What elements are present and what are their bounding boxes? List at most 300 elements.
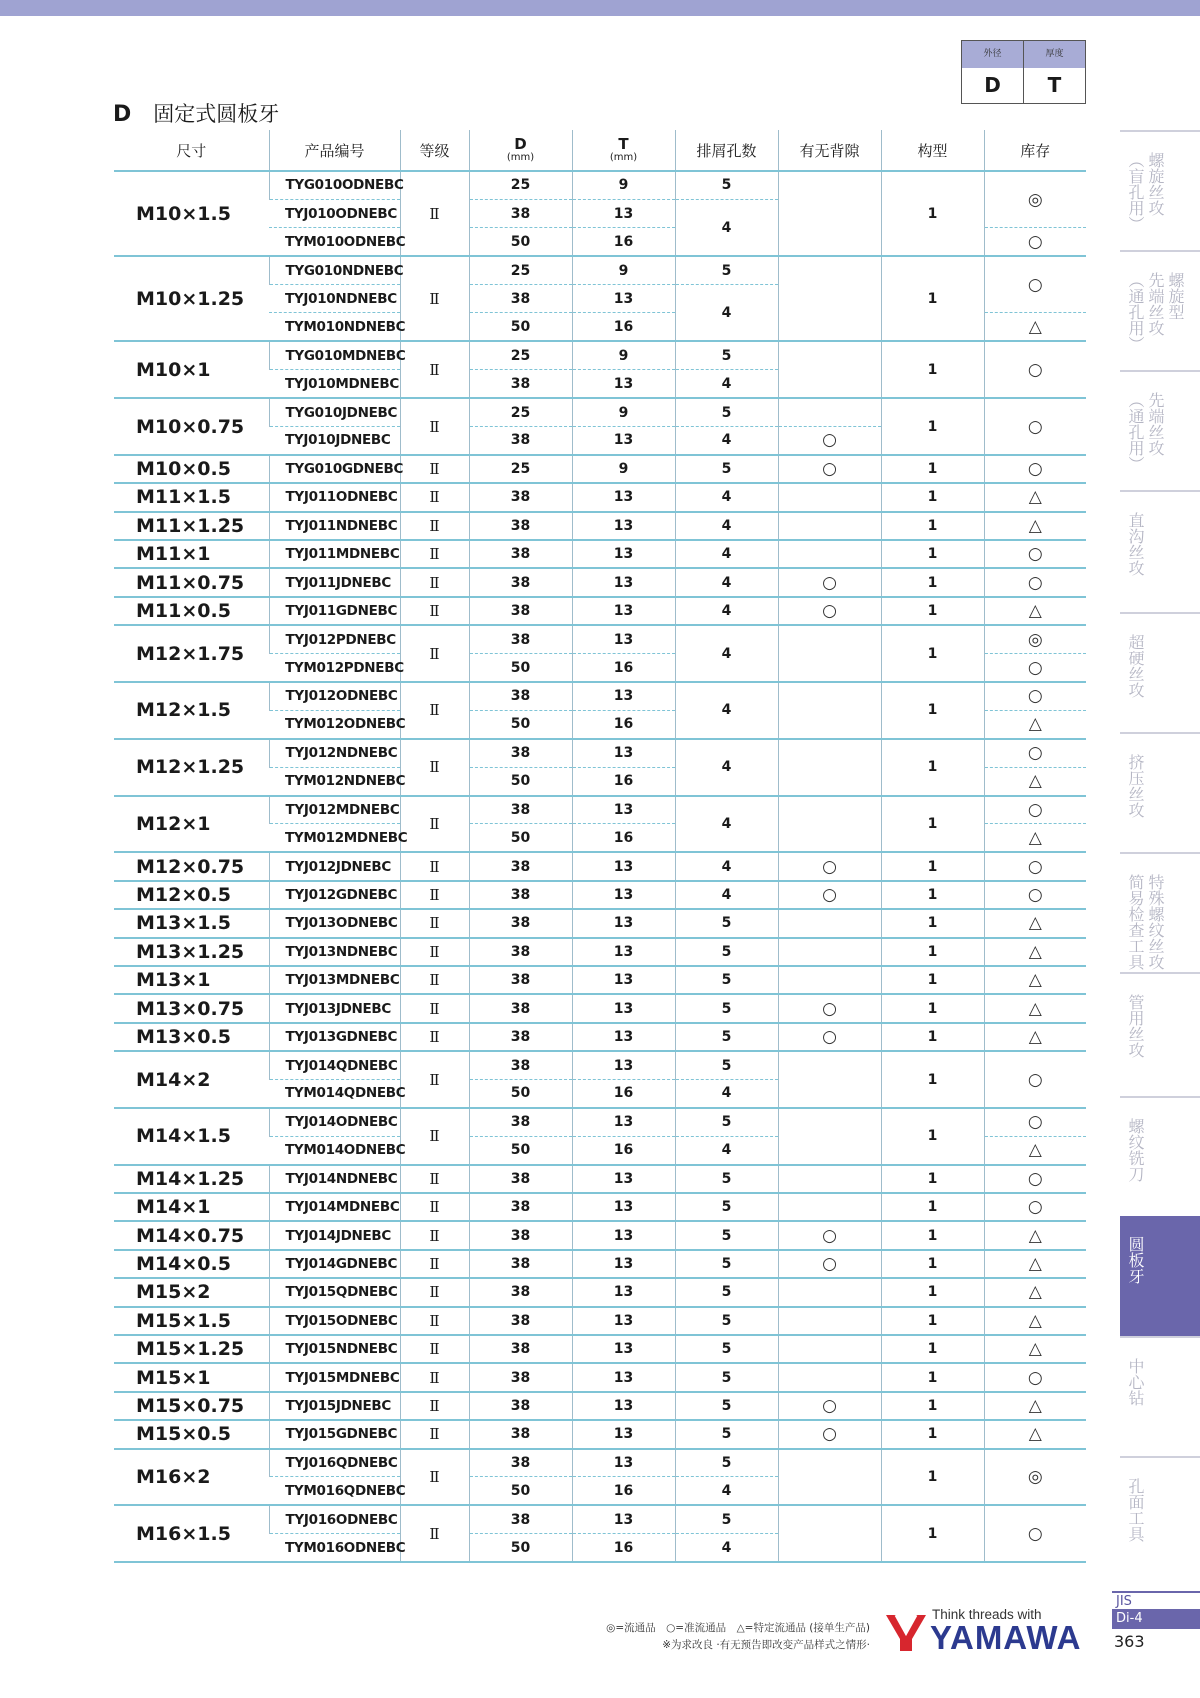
header-holes: 排屑孔数 xyxy=(675,130,778,171)
stock-mark: ○ xyxy=(984,1505,1086,1562)
relief-mark: ○ xyxy=(778,852,881,880)
product-code: TYJ013NDNEBC xyxy=(269,938,400,966)
thread-size: M14×1 xyxy=(114,1193,269,1221)
outer-diameter: 25 xyxy=(469,455,572,483)
thickness: 13 xyxy=(572,682,675,710)
outer-diameter: 38 xyxy=(469,483,572,511)
outer-diameter: 38 xyxy=(469,285,572,313)
chip-holes: 5 xyxy=(675,938,778,966)
table-row xyxy=(114,1221,1086,1249)
chip-holes: 4 xyxy=(675,597,778,625)
relief-mark xyxy=(778,540,881,568)
form-type: 1 xyxy=(881,568,984,596)
thread-size: M13×0.5 xyxy=(114,1023,269,1051)
grade: Ⅱ xyxy=(400,540,469,568)
chip-holes: 4 xyxy=(675,568,778,596)
product-code: TYJ014GDNEBC xyxy=(269,1250,400,1278)
grade: Ⅱ xyxy=(400,682,469,739)
product-code: TYG010MDNEBC xyxy=(269,341,400,369)
sidebar-tab-text: （通孔用） xyxy=(1126,272,1145,352)
table-row xyxy=(114,483,1086,511)
header-size: 尺寸 xyxy=(114,130,269,171)
thickness: 13 xyxy=(572,540,675,568)
thickness: 16 xyxy=(572,1080,675,1108)
grade: Ⅱ xyxy=(400,1193,469,1221)
grade: Ⅱ xyxy=(400,994,469,1022)
product-code: TYJ011JDNEBC xyxy=(269,568,400,596)
outer-diameter: 50 xyxy=(469,710,572,738)
thickness: 13 xyxy=(572,1392,675,1420)
thread-size: M12×1.5 xyxy=(114,682,269,739)
outer-diameter-symbol: D xyxy=(984,73,1001,97)
outer-diameter-header: 外径 xyxy=(983,49,1002,59)
product-code: TYJ010JDNEBC xyxy=(269,427,400,455)
header-form: 构型 xyxy=(881,130,984,171)
grade: Ⅱ xyxy=(400,796,469,853)
product-code: TYJ015QDNEBC xyxy=(269,1278,400,1306)
chip-holes: 4 xyxy=(675,1534,778,1562)
relief-mark: ○ xyxy=(778,1250,881,1278)
outer-diameter: 50 xyxy=(469,228,572,256)
chip-holes: 4 xyxy=(675,370,778,398)
form-type: 1 xyxy=(881,1108,984,1165)
table-row xyxy=(114,171,1086,199)
table-row xyxy=(114,1278,1086,1306)
thickness: 13 xyxy=(572,1278,675,1306)
form-type: 1 xyxy=(881,625,984,682)
outer-diameter: 38 xyxy=(469,512,572,540)
chip-holes: 4 xyxy=(675,427,778,455)
stock-mark: △ xyxy=(984,1136,1086,1164)
sidebar-tab-3[interactable] xyxy=(1120,370,1200,490)
chip-holes: 5 xyxy=(675,1449,778,1477)
outer-diameter: 38 xyxy=(469,625,572,653)
table-row xyxy=(114,341,1086,369)
relief-mark: ○ xyxy=(778,1392,881,1420)
stock-mark: △ xyxy=(984,1250,1086,1278)
sidebar-tab-text: 特殊螺纹丝攻 xyxy=(1146,874,1165,970)
outer-diameter: 38 xyxy=(469,881,572,909)
stock-mark: △ xyxy=(984,313,1086,341)
outer-diameter: 38 xyxy=(469,1250,572,1278)
product-code: TYJ014JDNEBC xyxy=(269,1221,400,1249)
stock-mark: ○ xyxy=(984,1363,1086,1391)
grade: Ⅱ xyxy=(400,1363,469,1391)
stock-mark: △ xyxy=(984,1023,1086,1051)
stock-mark: △ xyxy=(984,512,1086,540)
header-grade: 等级 xyxy=(400,130,469,171)
form-type: 1 xyxy=(881,256,984,341)
table-row xyxy=(114,1420,1086,1448)
product-code: TYJ011NDNEBC xyxy=(269,512,400,540)
outer-diameter: 25 xyxy=(469,341,572,369)
outer-diameter: 38 xyxy=(469,597,572,625)
header-t-symbol: T xyxy=(618,135,629,153)
sidebar-tab-12[interactable] xyxy=(1120,1456,1200,1576)
form-type: 1 xyxy=(881,1193,984,1221)
sidebar-tab-text: 超硬丝攻 xyxy=(1126,634,1145,698)
table-row xyxy=(114,739,1086,767)
sidebar-tab-text: 先端丝攻 xyxy=(1146,272,1165,336)
thread-size: M11×1.25 xyxy=(114,512,269,540)
product-code: TYM012MDNEBC xyxy=(269,824,400,852)
sidebar-tab-text: 简易检查工具 xyxy=(1126,874,1145,970)
grade: Ⅱ xyxy=(400,1278,469,1306)
outer-diameter: 38 xyxy=(469,540,572,568)
sidebar-tab-7[interactable] xyxy=(1120,852,1200,972)
grade: Ⅱ xyxy=(400,1505,469,1562)
outer-diameter: 38 xyxy=(469,370,572,398)
thickness: 16 xyxy=(572,710,675,738)
relief-mark xyxy=(778,739,881,796)
relief-mark xyxy=(778,938,881,966)
relief-mark xyxy=(778,171,881,256)
thickness: 13 xyxy=(572,1108,675,1136)
thickness: 13 xyxy=(572,881,675,909)
form-type: 1 xyxy=(881,1051,984,1108)
sidebar-tab-text: 管用丝攻 xyxy=(1126,994,1145,1058)
chip-holes: 5 xyxy=(675,1392,778,1420)
outer-diameter: 38 xyxy=(469,199,572,227)
stock-mark: ○ xyxy=(984,455,1086,483)
outer-diameter: 38 xyxy=(469,938,572,966)
table-row xyxy=(114,938,1086,966)
table-row xyxy=(114,1193,1086,1221)
stock-mark: △ xyxy=(984,767,1086,795)
relief-mark: ○ xyxy=(778,994,881,1022)
form-type: 1 xyxy=(881,341,984,398)
form-type: 1 xyxy=(881,540,984,568)
thread-size: M13×0.75 xyxy=(114,994,269,1022)
form-type: 1 xyxy=(881,1221,984,1249)
grade: Ⅱ xyxy=(400,398,469,455)
stock-mark: △ xyxy=(984,1307,1086,1335)
sidebar-tab-label xyxy=(1120,512,1162,576)
table-row xyxy=(114,256,1086,284)
thickness: 13 xyxy=(572,1221,675,1249)
table-row xyxy=(114,796,1086,824)
grade: Ⅱ xyxy=(400,455,469,483)
relief-mark xyxy=(778,1505,881,1562)
product-code: TYJ013JDNEBC xyxy=(269,994,400,1022)
chip-holes: 4 xyxy=(675,796,778,853)
stock-mark: △ xyxy=(984,909,1086,937)
outer-diameter: 50 xyxy=(469,767,572,795)
relief-mark xyxy=(778,256,881,341)
table-row xyxy=(114,1051,1086,1079)
thread-size: M13×1 xyxy=(114,966,269,994)
outer-diameter: 50 xyxy=(469,1080,572,1108)
sidebar-tab-11[interactable] xyxy=(1120,1336,1200,1456)
thickness: 9 xyxy=(572,256,675,284)
form-type: 1 xyxy=(881,455,984,483)
table-row xyxy=(114,398,1086,426)
relief-mark xyxy=(778,966,881,994)
yamawa-mark-icon xyxy=(884,1609,928,1653)
thickness: 13 xyxy=(572,427,675,455)
relief-mark: ○ xyxy=(778,568,881,596)
thread-size: M10×0.75 xyxy=(114,398,269,455)
chip-holes: 4 xyxy=(675,1477,778,1505)
thread-size: M12×0.75 xyxy=(114,852,269,880)
thickness: 13 xyxy=(572,568,675,596)
thread-size: M12×0.5 xyxy=(114,881,269,909)
grade: Ⅱ xyxy=(400,625,469,682)
outer-diameter: 25 xyxy=(469,398,572,426)
form-type: 1 xyxy=(881,852,984,880)
grade: Ⅱ xyxy=(400,739,469,796)
thread-size: M10×1.5 xyxy=(114,171,269,256)
sidebar-tab-label xyxy=(1120,754,1162,818)
outer-diameter: 38 xyxy=(469,1221,572,1249)
product-code: TYJ010NDNEBC xyxy=(269,285,400,313)
thread-size: M14×1.5 xyxy=(114,1108,269,1165)
thickness: 13 xyxy=(572,1420,675,1448)
sidebar-tab-text: （盲孔用） xyxy=(1126,152,1145,232)
outer-diameter: 50 xyxy=(469,1534,572,1562)
chip-holes: 5 xyxy=(675,909,778,937)
outer-diameter: 38 xyxy=(469,1420,572,1448)
logo-tagline: Think threads with xyxy=(932,1607,1042,1622)
stock-mark: △ xyxy=(984,1278,1086,1306)
thickness: 16 xyxy=(572,1534,675,1562)
relief-mark: ○ xyxy=(778,1221,881,1249)
thickness: 13 xyxy=(572,285,675,313)
outer-diameter: 38 xyxy=(469,1505,572,1533)
relief-mark xyxy=(778,682,881,739)
header-d-unit: (mm) xyxy=(506,152,535,163)
product-code: TYM016ODNEBC xyxy=(269,1534,400,1562)
chip-holes: 5 xyxy=(675,994,778,1022)
grade: Ⅱ xyxy=(400,1420,469,1448)
chip-holes: 4 xyxy=(675,1136,778,1164)
product-code: TYM014QDNEBC xyxy=(269,1080,400,1108)
table-row xyxy=(114,1335,1086,1363)
thread-size: M10×1.25 xyxy=(114,256,269,341)
stock-mark: △ xyxy=(984,966,1086,994)
stock-mark: ○ xyxy=(984,228,1086,256)
form-type: 1 xyxy=(881,1023,984,1051)
relief-mark xyxy=(778,1363,881,1391)
outer-diameter: 38 xyxy=(469,1165,572,1193)
chip-holes: 4 xyxy=(675,483,778,511)
outer-diameter: 38 xyxy=(469,568,572,596)
chip-holes: 5 xyxy=(675,1193,778,1221)
table-header-row xyxy=(114,130,1086,171)
table-row xyxy=(114,1392,1086,1420)
standard-badge xyxy=(1112,1591,1200,1629)
thread-size: M12×1.25 xyxy=(114,739,269,796)
thickness: 13 xyxy=(572,909,675,937)
relief-mark: ○ xyxy=(778,881,881,909)
grade: Ⅱ xyxy=(400,171,469,256)
grade: Ⅱ xyxy=(400,1165,469,1193)
product-code: TYG010JDNEBC xyxy=(269,398,400,426)
relief-mark xyxy=(778,1449,881,1506)
stock-mark: ◎ xyxy=(984,1449,1086,1506)
chip-holes: 5 xyxy=(675,1420,778,1448)
sidebar-tab-text: 中心钻 xyxy=(1126,1358,1145,1406)
thread-size: M16×1.5 xyxy=(114,1505,269,1562)
table-row xyxy=(114,966,1086,994)
product-code: TYJ014NDNEBC xyxy=(269,1165,400,1193)
grade: Ⅱ xyxy=(400,938,469,966)
sidebar-tab-label xyxy=(1120,392,1165,472)
relief-mark: ○ xyxy=(778,597,881,625)
relief-mark xyxy=(778,1193,881,1221)
chip-holes: 5 xyxy=(675,171,778,199)
relief-mark xyxy=(778,398,881,426)
form-type: 1 xyxy=(881,1449,984,1506)
thickness: 13 xyxy=(572,597,675,625)
product-code: TYJ012MDNEBC xyxy=(269,796,400,824)
sidebar-tab-text: 挤压丝攻 xyxy=(1126,754,1145,818)
outer-diameter: 38 xyxy=(469,682,572,710)
form-type: 1 xyxy=(881,881,984,909)
relief-mark xyxy=(778,909,881,937)
chip-holes: 5 xyxy=(675,455,778,483)
legend-line-2: ※为求改良 ·有无预告即改变产品样式之情形· xyxy=(662,1639,870,1651)
grade: Ⅱ xyxy=(400,1307,469,1335)
stock-mark: ○ xyxy=(984,1108,1086,1136)
chip-holes: 4 xyxy=(675,285,778,342)
logo-brand-name: YAMAWA xyxy=(930,1619,1082,1656)
sidebar-tab-5[interactable] xyxy=(1120,612,1200,732)
sidebar-tab-9[interactable] xyxy=(1120,1096,1200,1216)
thickness: 13 xyxy=(572,1250,675,1278)
stock-mark: ○ xyxy=(984,540,1086,568)
grade: Ⅱ xyxy=(400,1335,469,1363)
product-code: TYJ015MDNEBC xyxy=(269,1363,400,1391)
thickness: 16 xyxy=(572,654,675,682)
sidebar-tab-1[interactable] xyxy=(1120,130,1200,250)
product-code: TYJ012GDNEBC xyxy=(269,881,400,909)
product-code: TYG010NDNEBC xyxy=(269,256,400,284)
table-row xyxy=(114,682,1086,710)
stock-mark: ◎ xyxy=(984,171,1086,228)
thickness: 13 xyxy=(572,938,675,966)
sidebar-tab-text: 圆板牙 xyxy=(1126,1236,1145,1284)
table-row xyxy=(114,994,1086,1022)
chip-holes: 4 xyxy=(675,1080,778,1108)
thread-size: M16×2 xyxy=(114,1449,269,1506)
form-type: 1 xyxy=(881,1335,984,1363)
form-type: 1 xyxy=(881,483,984,511)
thread-size: M12×1 xyxy=(114,796,269,853)
grade: Ⅱ xyxy=(400,1221,469,1249)
outer-diameter: 50 xyxy=(469,1477,572,1505)
sidebar-tab-6[interactable] xyxy=(1120,732,1200,852)
thickness: 13 xyxy=(572,512,675,540)
form-type: 1 xyxy=(881,597,984,625)
product-code: TYJ015ODNEBC xyxy=(269,1307,400,1335)
section-name: 固定式圆板牙 xyxy=(153,102,280,126)
stock-mark: △ xyxy=(984,1221,1086,1249)
product-code: TYM010ODNEBC xyxy=(269,228,400,256)
relief-mark xyxy=(778,1335,881,1363)
sidebar-tab-label xyxy=(1120,152,1165,232)
form-type: 1 xyxy=(881,1363,984,1391)
outer-diameter: 38 xyxy=(469,739,572,767)
relief-mark xyxy=(778,625,881,682)
relief-mark xyxy=(778,512,881,540)
product-code: TYM014ODNEBC xyxy=(269,1136,400,1164)
header-d xyxy=(469,130,572,171)
thickness: 13 xyxy=(572,1505,675,1533)
grade: Ⅱ xyxy=(400,341,469,398)
relief-mark xyxy=(778,796,881,853)
form-type: 1 xyxy=(881,1307,984,1335)
product-code: TYJ011GDNEBC xyxy=(269,597,400,625)
product-code: TYJ015JDNEBC xyxy=(269,1392,400,1420)
product-code: TYJ012ODNEBC xyxy=(269,682,400,710)
relief-mark xyxy=(778,1307,881,1335)
section-title xyxy=(113,98,279,128)
form-type: 1 xyxy=(881,1250,984,1278)
chip-holes: 4 xyxy=(675,881,778,909)
thickness: 13 xyxy=(572,199,675,227)
product-code: TYJ011MDNEBC xyxy=(269,540,400,568)
chip-holes: 4 xyxy=(675,739,778,796)
sidebar-tab-2[interactable] xyxy=(1120,250,1200,370)
sidebar-tab-8[interactable] xyxy=(1120,972,1200,1096)
product-code: TYM016QDNEBC xyxy=(269,1477,400,1505)
legend-line-1: ◎=流通品 ○=准流通品 △=特定流通品 (接单生产品) xyxy=(606,1622,870,1634)
sidebar-tab-label xyxy=(1120,1236,1162,1284)
top-color-bar xyxy=(0,0,1200,16)
product-code: TYJ013ODNEBC xyxy=(269,909,400,937)
chip-holes: 5 xyxy=(675,1278,778,1306)
grade: Ⅱ xyxy=(400,1108,469,1165)
stock-mark: ◎ xyxy=(984,625,1086,653)
table-row xyxy=(114,568,1086,596)
form-type: 1 xyxy=(881,938,984,966)
thickness: 13 xyxy=(572,1051,675,1079)
thread-size: M14×0.75 xyxy=(114,1221,269,1249)
chip-holes: 5 xyxy=(675,1108,778,1136)
sidebar-tab-text: 螺旋型 xyxy=(1166,272,1185,320)
stock-mark: ○ xyxy=(984,852,1086,880)
stock-mark: ○ xyxy=(984,568,1086,596)
thread-size: M15×1.25 xyxy=(114,1335,269,1363)
section-code: Di-4 xyxy=(1112,1609,1200,1629)
table-row xyxy=(114,625,1086,653)
thread-size: M15×0.75 xyxy=(114,1392,269,1420)
header-d-symbol: D xyxy=(514,135,527,153)
header-t-unit: (mm) xyxy=(609,152,638,163)
sidebar-tab-text: 直沟丝攻 xyxy=(1126,512,1145,576)
outer-diameter: 38 xyxy=(469,1023,572,1051)
dimension-legend-box xyxy=(961,40,1086,104)
relief-mark xyxy=(778,341,881,398)
table-row xyxy=(114,1250,1086,1278)
chip-holes: 5 xyxy=(675,398,778,426)
sidebar-tab-4[interactable] xyxy=(1120,490,1200,612)
product-code: TYJ014ODNEBC xyxy=(269,1108,400,1136)
thread-size: M14×1.25 xyxy=(114,1165,269,1193)
thread-size: M14×2 xyxy=(114,1051,269,1108)
relief-mark: ○ xyxy=(778,1420,881,1448)
sidebar-tab-10[interactable] xyxy=(1120,1216,1200,1336)
grade: Ⅱ xyxy=(400,568,469,596)
die-spec-table xyxy=(114,130,1086,1563)
chip-holes: 5 xyxy=(675,1023,778,1051)
form-type: 1 xyxy=(881,966,984,994)
product-code: TYJ016QDNEBC xyxy=(269,1449,400,1477)
product-code: TYJ014QDNEBC xyxy=(269,1051,400,1079)
stock-mark: △ xyxy=(984,483,1086,511)
chip-holes: 5 xyxy=(675,1221,778,1249)
